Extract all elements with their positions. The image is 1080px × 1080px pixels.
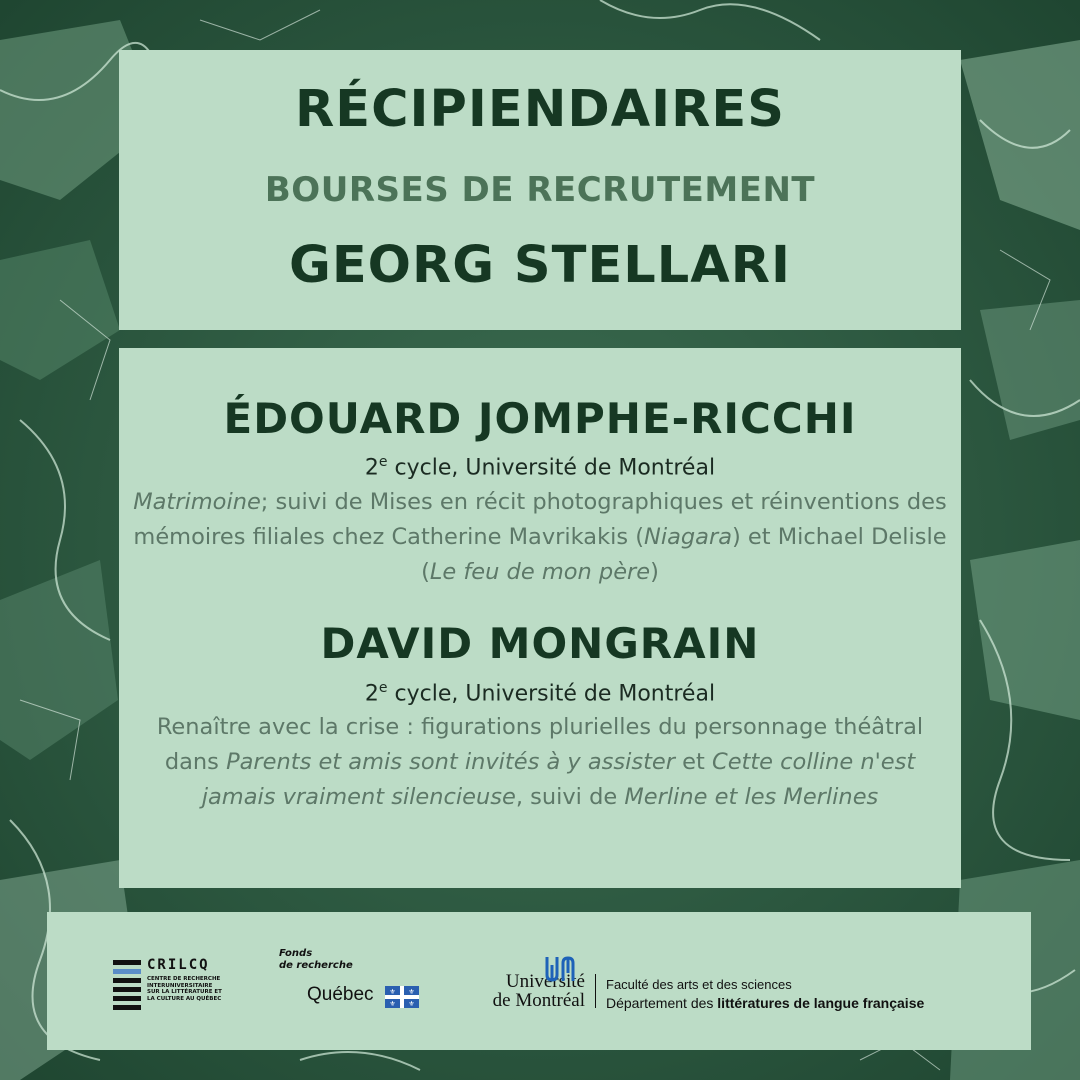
udem-department <box>606 995 924 1011</box>
recipient-name: DAVID MONGRAIN <box>320 619 760 668</box>
svg-text:⚜: ⚜ <box>389 1000 396 1008</box>
recipient-level <box>119 455 961 479</box>
recipient-project <box>129 485 951 590</box>
recipient-project <box>129 710 951 815</box>
title-recipiendaires: RÉCIPIENDAIRES <box>294 80 785 139</box>
recipient-level <box>119 681 961 705</box>
recipient-name: ÉDOUARD JOMPHE-RICCHI <box>223 394 857 443</box>
level-number: 2 <box>364 681 379 707</box>
project-title-italic: Matrimoine <box>133 489 261 515</box>
svg-text:⚜: ⚜ <box>408 1000 415 1008</box>
recipients-panel <box>119 348 961 888</box>
project-text: et <box>675 749 712 775</box>
crilcq-description: CENTRE DE RECHERCHE INTERUNIVERSITAIRE SUR LA LITTÉRATURE ET LA CULTURE AU QUÉBEC <box>147 976 222 1002</box>
project-text: ; suivi de Mises en récit photographiques et réinventions des mémoires filiales chez Catherine Mavrikakis ( <box>133 489 947 550</box>
crilcq-name: CRILCQ <box>147 957 210 973</box>
project-text: Renaître avec la crise : figurations plurielles du personnage théâtral dans <box>156 714 924 775</box>
udem-name: Université de Montréal <box>492 971 585 1011</box>
udem-mark-icon <box>543 955 577 983</box>
title-georg-stellari: GEORG STELLARI <box>288 236 791 295</box>
level-superscript: e <box>378 680 388 696</box>
title-panel <box>119 50 961 330</box>
crilcq-mark-icon <box>113 960 141 1010</box>
project-title-italic: Niagara <box>644 524 732 550</box>
svg-text:⚜: ⚜ <box>389 988 396 996</box>
crilcq-logo <box>113 956 233 1016</box>
udem-logo <box>457 952 1017 1012</box>
udem-dept-prefix: Département des <box>606 995 718 1011</box>
level-text: cycle, Université de Montréal <box>387 455 716 481</box>
svg-text:⚜: ⚜ <box>408 988 415 996</box>
project-title-italic: Merline et les Merlines <box>624 784 879 810</box>
udem-separator <box>595 974 596 1008</box>
level-number: 2 <box>364 455 379 481</box>
frq-logo <box>279 948 429 1018</box>
logo-panel <box>47 912 1031 1050</box>
frq-fonds-text: Fonds de recherche <box>279 948 353 971</box>
level-text: cycle, Université de Montréal <box>387 681 716 707</box>
project-text: ) et Michael Delisle ( <box>421 524 947 585</box>
subtitle-bourses: BOURSES DE RECRUTEMENT <box>264 170 816 210</box>
level-superscript: e <box>378 454 388 470</box>
project-title-italic: Le feu de mon père <box>429 559 651 585</box>
udem-dept-bold: littératures de langue française <box>717 995 925 1011</box>
quebec-flag-icon <box>385 986 419 1008</box>
udem-faculty: Faculté des arts et des sciences <box>606 977 792 992</box>
project-title-italic: Parents et amis sont invités à y assister <box>226 749 675 775</box>
project-title-italic: Cette colline n'est jamais vraiment silencieuse <box>201 749 916 810</box>
project-text: ) <box>650 559 659 585</box>
project-text: , suivi de <box>515 784 625 810</box>
frq-quebec-text: Québec <box>307 984 374 1005</box>
